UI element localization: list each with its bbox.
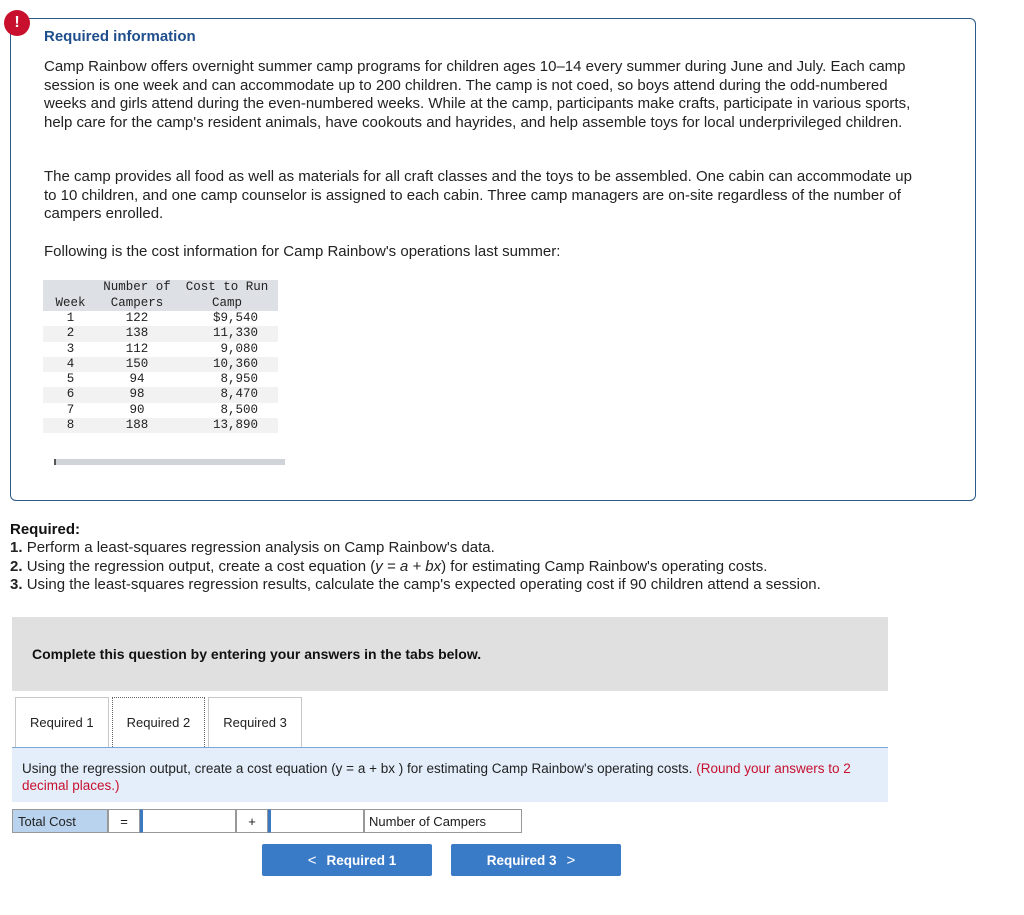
next-tab-label: Required 3 bbox=[486, 852, 557, 868]
info-paragraph-1: Camp Rainbow offers overnight summer camp programs for children ages 10–14 every summer during June and July. Each camp session is one week and can accommodate up to 200 children. The camp is not coed, so boys attend during the odd-numbered weeks and girls attend during the even-numbered weeks. While at the camp, participants make crafts, participate in various sports, help care for the camp's resident animals, have cookouts and hayrides, and help assemble toys for local underprivileged children. bbox=[44, 58, 911, 131]
info-paragraph-3: Following is the cost information for Camp Rainbow's operations last summer: bbox=[44, 243, 561, 260]
cell-week: 1 bbox=[66, 311, 75, 325]
cell-campers: 90 bbox=[129, 402, 145, 417]
rounding-note: (Round your answers to 2 decimal places.) bbox=[22, 761, 851, 793]
number-of-campers-label: Number of Campers bbox=[364, 809, 522, 833]
total-cost-label: Total Cost bbox=[12, 809, 108, 833]
cell-campers: 138 bbox=[98, 326, 176, 341]
cell-week: 2 bbox=[43, 326, 98, 341]
cell-cost: 8,470 bbox=[176, 387, 278, 402]
tab-required-2[interactable]: Required 2 bbox=[112, 697, 206, 747]
cell-campers: 188 bbox=[98, 418, 176, 433]
table-row bbox=[43, 372, 278, 387]
fixed-cost-input[interactable] bbox=[140, 809, 236, 833]
cell-week: 4 bbox=[43, 357, 98, 372]
alert-icon: ! bbox=[4, 10, 30, 36]
tab-panel-required-2 bbox=[12, 747, 888, 802]
cell-cost: $9,540 bbox=[212, 311, 258, 325]
cell-campers: 112 bbox=[125, 341, 149, 356]
table-row bbox=[43, 403, 278, 418]
cell-week: 6 bbox=[43, 387, 98, 402]
cell-campers: 94 bbox=[129, 372, 145, 387]
required-item-2: 2. Using the regression output, create a cost equation (y = a + bx) for estimating Camp Rainbow's operating costs. bbox=[10, 557, 768, 575]
cell-cost: 13,890 bbox=[176, 418, 278, 433]
cost-data-table bbox=[43, 280, 278, 433]
table-scrollbar bbox=[54, 459, 285, 465]
previous-tab-button[interactable] bbox=[262, 844, 432, 876]
required-list bbox=[10, 539, 821, 595]
previous-tab-label: Required 1 bbox=[326, 852, 397, 868]
chevron-right-icon: > bbox=[566, 851, 576, 869]
plus-sign: + bbox=[236, 809, 268, 833]
header-cost: Cost to Run Camp bbox=[176, 280, 278, 311]
table-row bbox=[43, 418, 278, 433]
tab-panel-text: Using the regression output, create a cost equation (y = a + bx ) for estimating Camp Rainbow's operating costs. bbox=[22, 761, 693, 776]
table-header-row bbox=[43, 280, 278, 311]
cell-week: 5 bbox=[66, 372, 75, 387]
table-row bbox=[43, 357, 278, 372]
required-item-1: 1. Perform a least-squares regression analysis on Camp Rainbow's data. bbox=[10, 539, 495, 556]
tab-required-3[interactable]: Required 3 bbox=[208, 697, 302, 747]
cell-cost: 11,330 bbox=[176, 326, 278, 341]
cell-campers: 122 bbox=[125, 311, 149, 325]
cell-cost: 8,950 bbox=[220, 372, 258, 387]
cell-cost: 10,360 bbox=[176, 357, 278, 372]
chevron-left-icon: < bbox=[307, 851, 317, 869]
variable-cost-input[interactable] bbox=[268, 809, 364, 833]
cell-campers: 150 bbox=[98, 357, 176, 372]
table-row bbox=[43, 342, 278, 357]
next-tab-button[interactable] bbox=[451, 844, 621, 876]
header-week: Week bbox=[43, 280, 98, 311]
complete-instruction-text: Complete this question by entering your answers in the tabs below. bbox=[32, 646, 482, 662]
tab-required-1[interactable]: Required 1 bbox=[15, 697, 109, 747]
cell-cost: 9,080 bbox=[220, 341, 258, 356]
equals-sign: = bbox=[108, 809, 140, 833]
cost-equation-row bbox=[12, 809, 522, 833]
required-information-title: Required information bbox=[44, 28, 196, 45]
cell-week: 7 bbox=[66, 402, 75, 417]
cell-cost: 8,500 bbox=[220, 402, 258, 417]
table-row bbox=[43, 311, 278, 326]
table-row bbox=[43, 326, 278, 341]
required-item-3: 3. Using the least-squares regression results, calculate the camp's expected operating cost if 90 children attend a session. bbox=[10, 576, 821, 593]
table-row bbox=[43, 387, 278, 402]
info-paragraph-2: The camp provides all food as well as materials for all craft classes and the toys to be assembled. One cabin can accommodate up to 10 children, and one camp counselor is assigned to each cabin. Three camp managers are on-site regardless of the number of campers enrolled. bbox=[44, 168, 912, 222]
cell-campers: 98 bbox=[98, 387, 176, 402]
cell-week: 8 bbox=[43, 418, 98, 433]
tab-bar bbox=[15, 697, 305, 747]
complete-instruction-box bbox=[12, 617, 888, 691]
header-campers: Number of Campers bbox=[98, 280, 176, 311]
required-heading: Required: bbox=[10, 521, 81, 538]
cell-week: 3 bbox=[66, 341, 75, 356]
